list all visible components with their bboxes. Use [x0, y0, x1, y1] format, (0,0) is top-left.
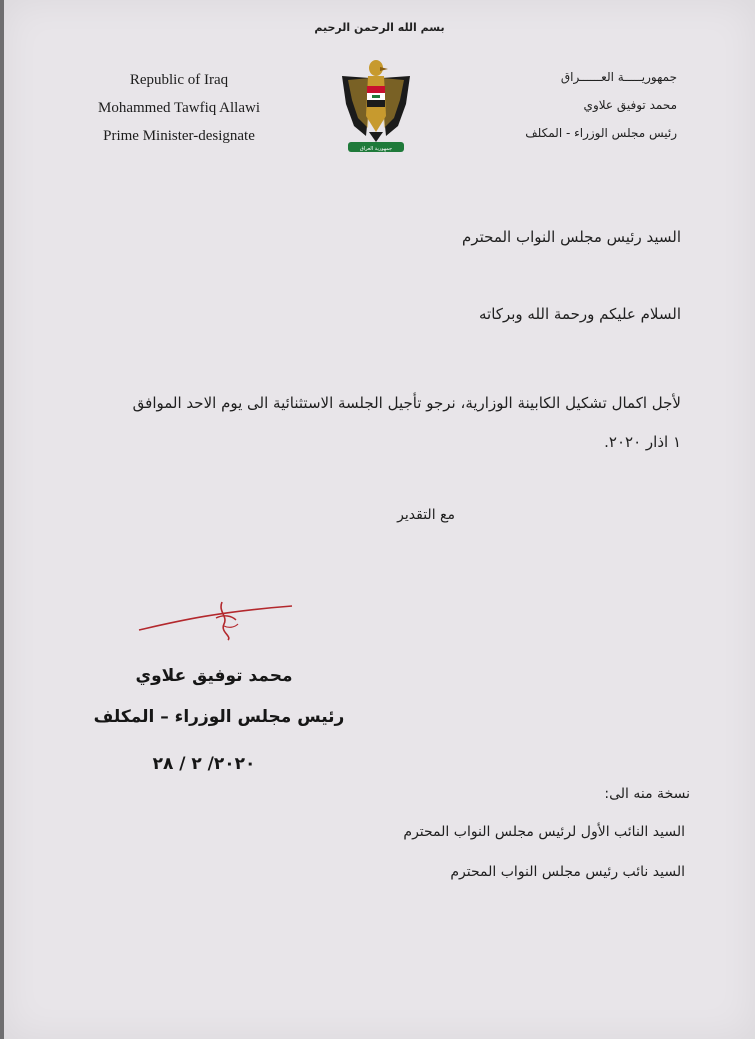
- iraq-eagle-emblem-icon: [336, 56, 416, 156]
- letterhead-title-en: Prime Minister-designate: [103, 128, 255, 144]
- letter-page: [4, 0, 755, 1039]
- copy-recipient: السيد النائب الأول لرئيس مجلس النواب المحترم: [403, 824, 685, 840]
- letter-greeting: السلام عليكم ورحمة الله وبركاته: [479, 305, 681, 323]
- letter-body-line-1: لأجل اكمال تشكيل الكابينة الوزارية، نرجو تأجيل الجلسة الاستثنائية الى يوم الاحد الموافق: [132, 394, 681, 412]
- letterhead-title-ar: رئيس مجلس الوزراء - المكلف: [525, 126, 677, 140]
- signer-name: محمد توفيق علاوي: [135, 666, 293, 686]
- letterhead-name-ar: محمد توفيق علاوي: [583, 98, 677, 112]
- english-letterhead: [34, 66, 324, 150]
- basmala-text: بسم الله الرحمن الرحيم: [314, 21, 445, 34]
- letterhead-name-en: Mohammed Tawfiq Allawi: [98, 100, 260, 116]
- letter-addressee: السيد رئيس مجلس النواب المحترم: [462, 228, 681, 246]
- signer-title: رئيس مجلس الوزراء – المكلف: [93, 707, 345, 727]
- arabic-letterhead: [477, 63, 677, 147]
- letter-body-line-2: ١ اذار ٢٠٢٠.: [604, 433, 681, 451]
- handwritten-signature: [134, 598, 299, 643]
- letter-date: ٢٠٢٠/ ٢ / ٢٨: [152, 754, 256, 774]
- letter-body: [101, 384, 681, 462]
- letter-regards: مع التقدير: [397, 507, 455, 523]
- letterhead-country-ar: جمهوريـــــة العــــــراق: [560, 70, 677, 84]
- letterhead-country-en: Republic of Iraq: [129, 72, 229, 88]
- emblem-scroll-text: جمهورية العراق: [359, 146, 393, 152]
- copies-heading: نسخة منه الى:: [604, 786, 690, 802]
- copy-recipient: السيد نائب رئيس مجلس النواب المحترم: [450, 864, 685, 880]
